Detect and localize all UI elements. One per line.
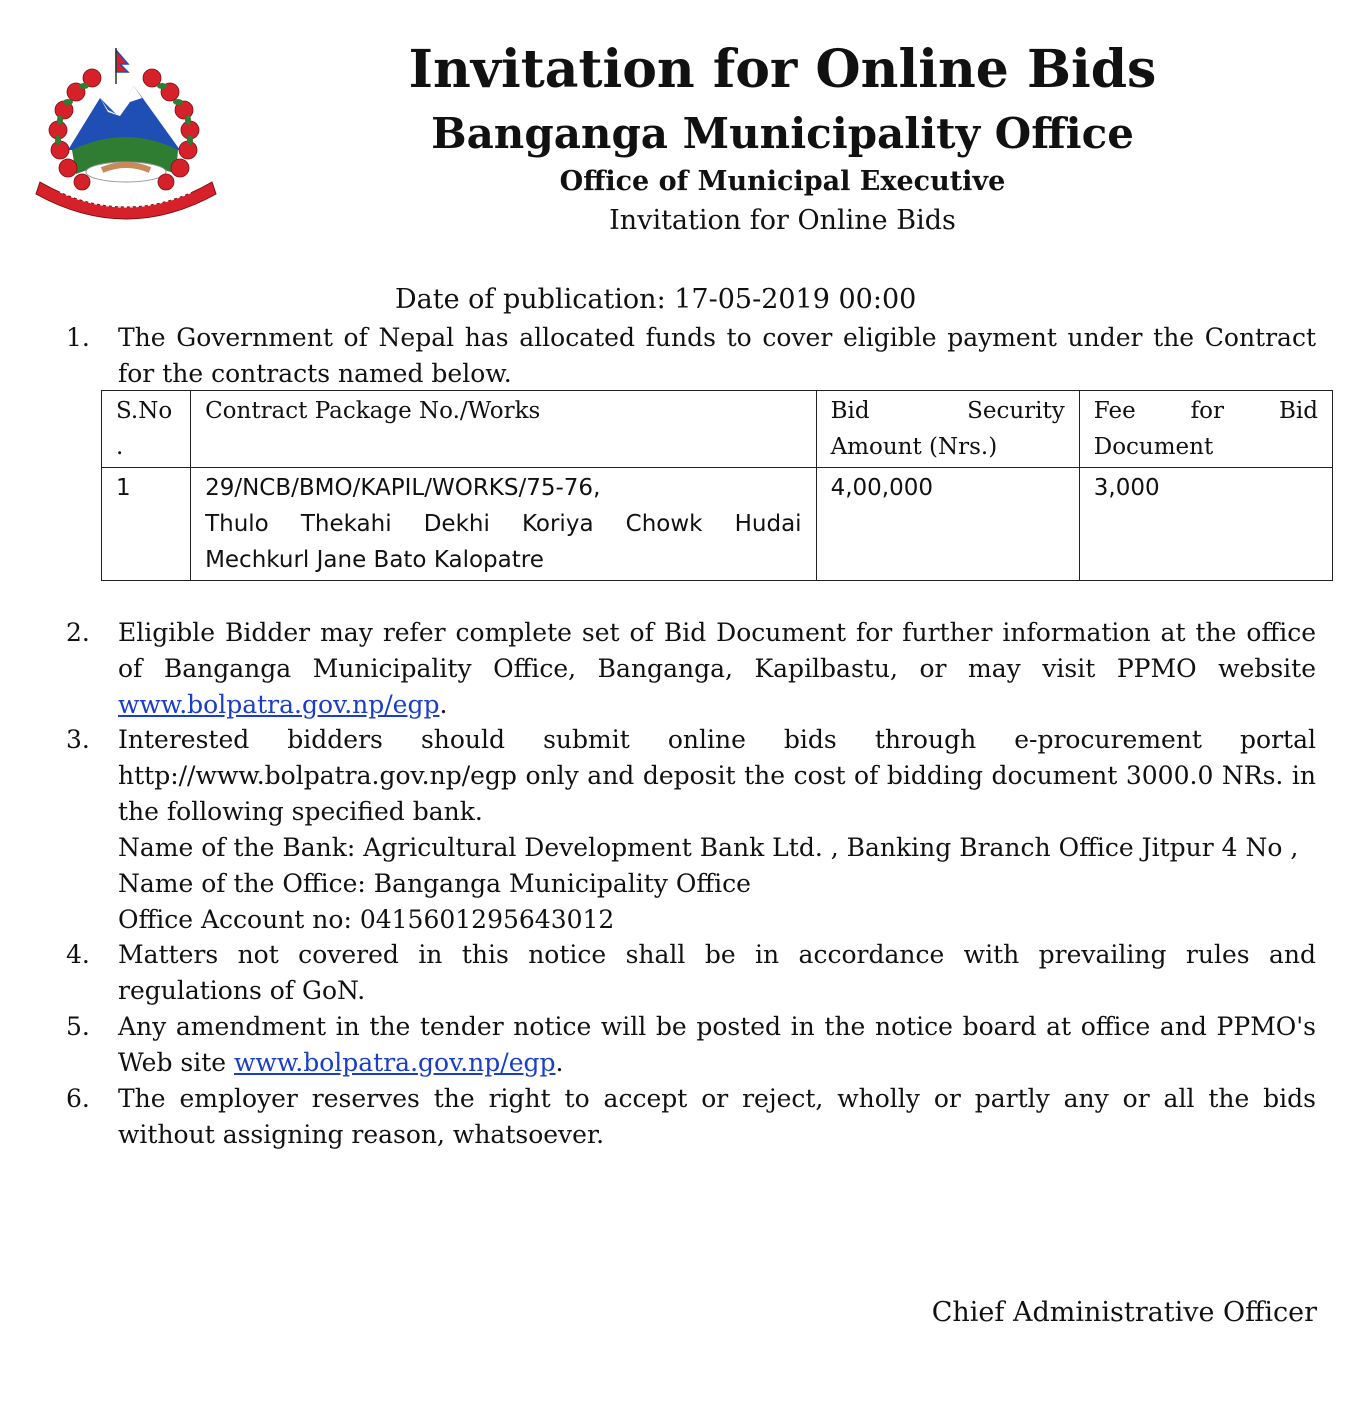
item-text: Eligible Bidder may refer complete set of Bid Document for further information at the office of Banganga Municipality Office, Banganga, Kapilbastu, or may visit PPMO website xyxy=(118,618,1316,683)
item-text-wrap xyxy=(118,1009,1316,1081)
item-number: 5. xyxy=(66,1012,90,1041)
cell-package xyxy=(191,468,817,581)
account-number: Office Account no: 0415601295643012 xyxy=(118,905,615,934)
table-header-row xyxy=(102,391,1333,468)
nepal-coat-of-arms-icon xyxy=(30,42,222,222)
page-title: Invitation for Online Bids xyxy=(408,39,1157,100)
office-name: Banganga Municipality Office xyxy=(431,109,1134,158)
notice-item-6 xyxy=(66,1081,1316,1153)
notice-item-5 xyxy=(66,1009,1316,1081)
cell-security: 4,00,000 xyxy=(816,468,1079,581)
item-number: 3. xyxy=(66,725,90,754)
notice-subtitle: Invitation for Online Bids xyxy=(609,205,956,236)
item-text-wrap xyxy=(118,722,1316,938)
cell-sno: 1 xyxy=(102,468,191,581)
table-row xyxy=(102,468,1333,581)
item-text: The Government of Nepal has allocated funds to cover eligible payment under the Contract for the contracts named below. xyxy=(118,323,1316,388)
col-sno xyxy=(102,391,191,468)
office-name-line: Name of the Office: Banganga Municipality Office xyxy=(118,869,751,898)
col-sno-label: S.No xyxy=(116,398,173,424)
col-fee xyxy=(1079,391,1332,468)
contracts-table xyxy=(101,390,1333,581)
bank-name: Name of the Bank: Agricultural Development Bank Ltd. , Banking Branch Office Jitpur 4 No , xyxy=(118,833,1299,862)
item-number: 4. xyxy=(66,940,90,969)
works-name-line-2: Mechkurl Jane Bato Kalopatre xyxy=(205,547,544,573)
item-text: The employer reserves the right to accept or reject, wholly or partly any or all the bids without assigning reason, whatsoever. xyxy=(118,1084,1316,1149)
notice-item-2 xyxy=(66,615,1316,723)
col-security-label: Bid Security xyxy=(830,398,1065,424)
col-fee-label: Fee for Bid xyxy=(1093,398,1318,424)
works-name-line-1: Thulo Thekahi Dekhi Koriya Chowk Hudai xyxy=(205,511,802,537)
cell-fee: 3,000 xyxy=(1079,468,1332,581)
item-text: Any amendment in the tender notice will be posted in the notice board at office and PPMO's Web site xyxy=(118,1012,1316,1077)
col-security-label-2: Amount (Nrs.) xyxy=(830,434,998,460)
col-package: Contract Package No./Works xyxy=(191,391,817,468)
col-security xyxy=(816,391,1079,468)
bolpatra-link[interactable]: www.bolpatra.gov.np/egp xyxy=(234,1048,556,1077)
notice-item-4 xyxy=(66,937,1316,1009)
item-number: 2. xyxy=(66,618,90,647)
item-text-end: . xyxy=(555,1048,564,1077)
signature: Chief Administrative Officer xyxy=(931,1297,1317,1328)
notice-item-1 xyxy=(66,320,1316,392)
publication-date: Date of publication: 17-05-2019 00:00 xyxy=(395,284,917,315)
item-text-end: . xyxy=(439,690,448,719)
col-fee-label-2: Document xyxy=(1093,434,1214,460)
notice-item-3 xyxy=(66,722,1316,938)
item-text: Interested bidders should submit online bids through e-procurement portal http://www.bolpatra.gov.np/egp only and deposit the cost of bidding document 3000.0 NRs. in the following specified bank. xyxy=(118,725,1316,826)
package-number: 29/NCB/BMO/KAPIL/WORKS/75-76, xyxy=(205,475,601,501)
item-text: Matters not covered in this notice shall be in accordance with prevailing rules and regulations of GoN. xyxy=(118,940,1316,1005)
executive-office: Office of Municipal Executive xyxy=(559,166,1006,197)
item-number: 6. xyxy=(66,1084,90,1113)
item-number: 1. xyxy=(66,323,90,352)
item-text-wrap xyxy=(118,615,1316,723)
bolpatra-link[interactable]: www.bolpatra.gov.np/egp xyxy=(118,690,440,719)
col-sno-label-tail: . xyxy=(116,434,124,460)
